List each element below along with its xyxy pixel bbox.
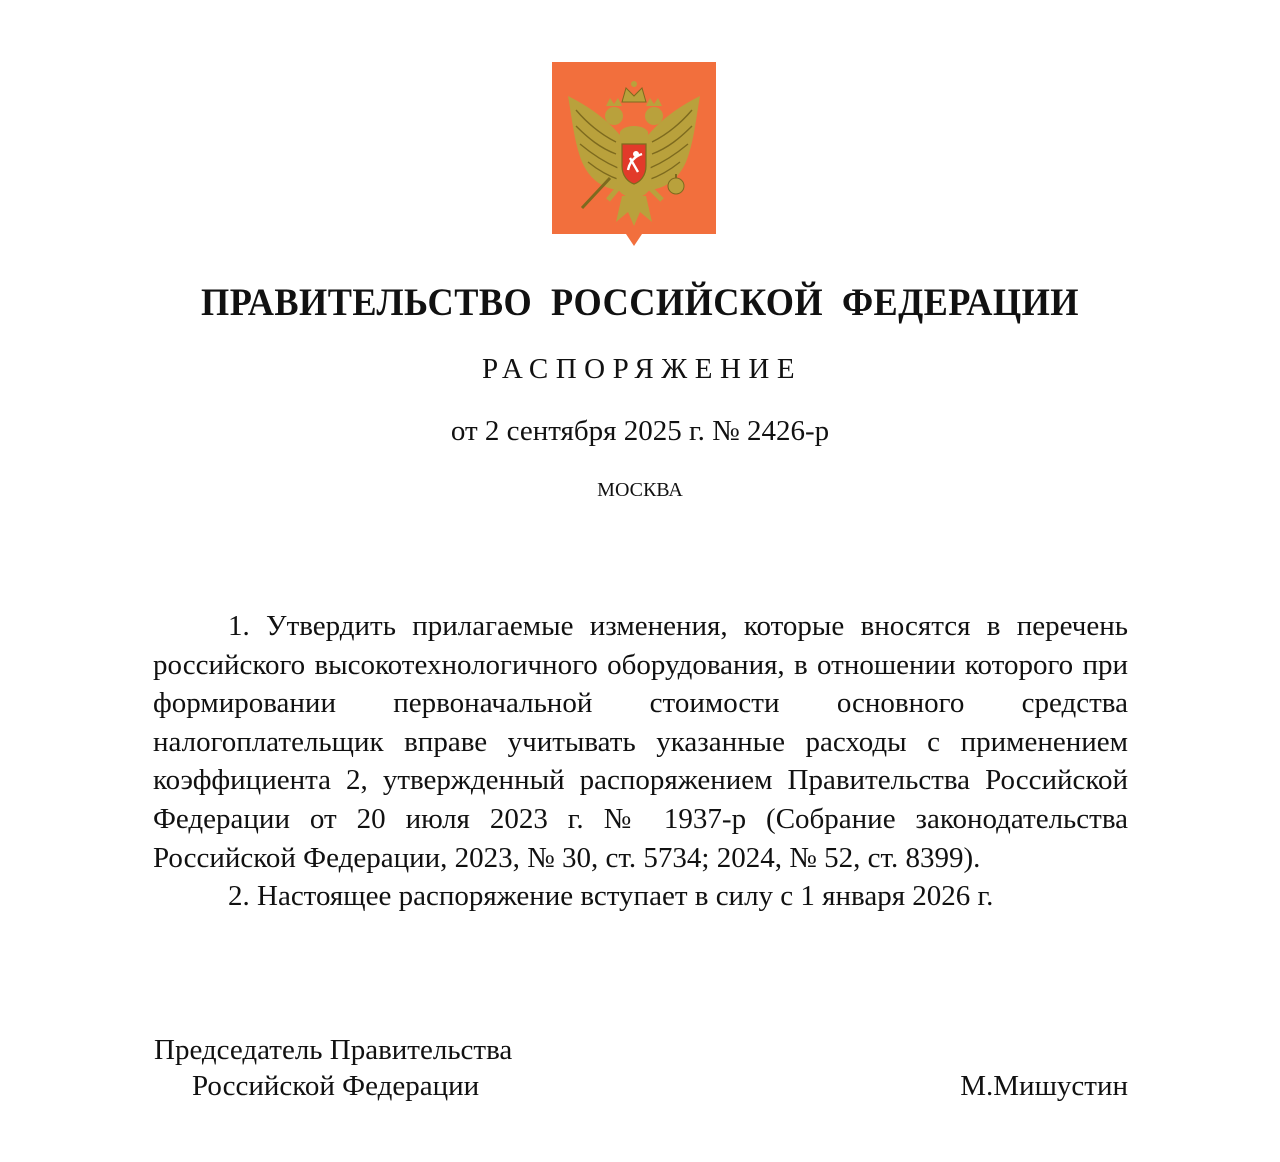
document-type: РАСПОРЯЖЕНИЕ — [481, 353, 803, 385]
coat-of-arms-emblem — [552, 62, 716, 246]
paragraph-2: 2. Настоящее распоряжение вступает в силу с 1 января 2026 г. — [228, 880, 994, 913]
signatory-position — [154, 1032, 574, 1104]
signatory-name: М.Мишустин — [960, 1070, 1128, 1102]
orb — [668, 178, 684, 194]
paragraph-1: 1. Утвердить прилагаемые изменения, которые вносятся в перечень российского высокотехнологичного оборудования, в отношении которого при формировании первоначальной стоимости основного средства налогоплательщик вправе учитывать указанные расходы с применением коэффициента 2, утвержденный распоряжением Правительства Российской Федерации от 20 июля 2023 г. № 1937-р (Собрание законодательства Российской Федерации, 2023, № 30, ст. 5734; 2024, № 52, ст. 8399). — [153, 610, 1128, 874]
document-date-number: от 2 сентября 2025 г. № 2426-р — [450, 415, 830, 447]
right-head — [645, 107, 663, 125]
government-title: ПРАВИТЕЛЬСТВО РОССИЙСКОЙ ФЕДЕРАЦИИ — [201, 281, 1079, 324]
left-head — [605, 107, 623, 125]
signatory-position-line1: Председатель Правительства — [154, 1034, 513, 1066]
document-body — [153, 607, 1128, 916]
russian-coat-of-arms-icon — [552, 62, 716, 246]
document-city: МОСКВА — [597, 479, 683, 501]
signatory-position-line2: Российской Федерации — [192, 1070, 480, 1102]
